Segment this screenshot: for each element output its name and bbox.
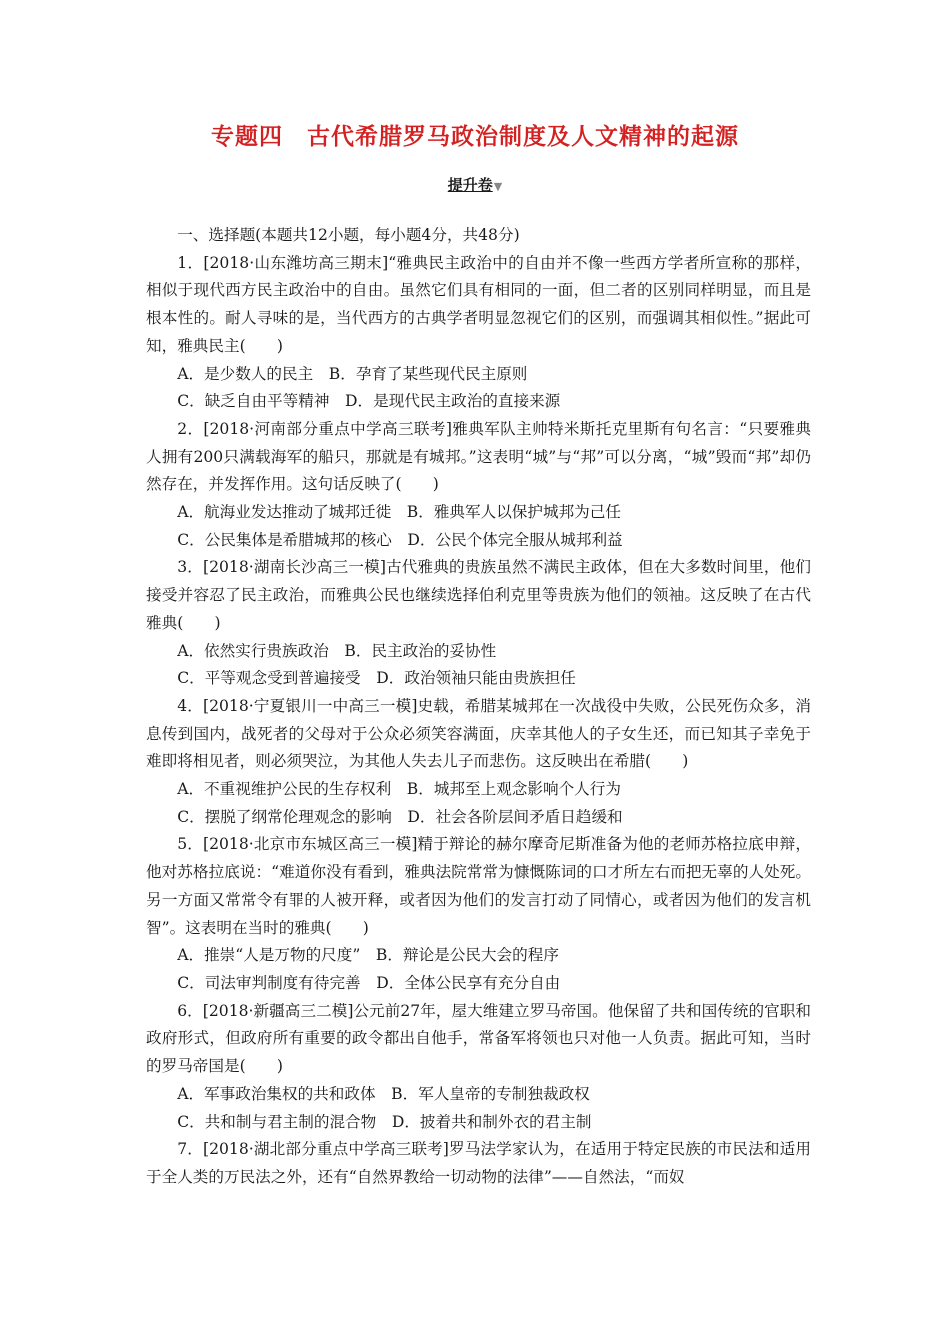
question-5-option-ab: A．推崇“人是万物的尺度” B．辩论是公民大会的程序 bbox=[177, 946, 559, 965]
question-6-option-cd: C．共和制与君主制的混合物 D．披着共和制外衣的君主制 bbox=[177, 1112, 592, 1131]
page-title: 专题四 古代希腊罗马政治制度及人文精神的起源 bbox=[211, 124, 739, 150]
question-4-stem: 4．[2018·宁夏银川一中高三一模]史载，希腊某城邦在一次战役中失败，公民死伤众多，消息传到国内，战死者的父母对于公众必须笑容满面，庆幸其他人的子女生还，而已知其子幸免于难即将相见者，则必须哭泣，为其他人失去儿子而悲伤。这反映出在希腊( ) bbox=[146, 696, 811, 771]
question-3-stem: 3．[2018·湖南长沙高三一模]古代雅典的贵族虽然不满民主政体，但在大多数时间里，他们接受并容忍了民主政治，而雅典公民也继续选择伯利克里等贵族为他们的领袖。这反映了在古代雅典( ) bbox=[146, 558, 811, 632]
question-1-option-ab: A．是少数人的民主 B．孕育了某些现代民主原则 bbox=[177, 364, 528, 383]
question-2-option-ab: A．航海业发达推动了城邦迁徙 B．雅典军人以保护城邦为己任 bbox=[177, 503, 621, 522]
question-4-option-cd: C．摆脱了纲常伦理观念的影响 D．社会各阶层间矛盾日趋缓和 bbox=[177, 807, 623, 826]
question-1-stem: 1．[2018·山东潍坊高三期末]“雅典民主政治中的自由并不像一些西方学者所宣称的那样，相似于现代西方民主政治中的自由。虽然它们具有相同的一面，但二者的区别同样明显，而且是根本性的。耐人寻味的是，当代西方的古典学者明显忽视它们的区别，而强调其相似性。”据此可知，雅典民主( ) bbox=[146, 253, 811, 355]
question-2-option-cd: C．公民集体是希腊城邦的核心 D．公民个体完全服从城邦利益 bbox=[177, 530, 623, 549]
question-list bbox=[146, 222, 811, 1192]
question-2-stem: 2．[2018·河南部分重点中学高三联考]雅典军队主帅特米斯托克里斯有句名言：“只要雅典人拥有200只满载海军的船只，那就是有城邦。”这表明“城”与“邦”可以分离，“城”毁而“邦”却仍然存在，并发挥作用。这句话反映了( ) bbox=[146, 419, 811, 494]
subtitle bbox=[0, 174, 950, 195]
question-6-stem: 6．[2018·新疆高三二模]公元前27年，屋大维建立罗马帝国。他保留了共和国传统的官职和政府形式，但政府所有重要的政令都出自他手，常备军将领也只对他一人负责。据此可知，当时的罗马帝国是( ) bbox=[146, 1001, 811, 1076]
question-3-option-cd: C．平等观念受到普遍接受 D．政治领袖只能由贵族担任 bbox=[177, 669, 576, 688]
question-4-option-ab: A．不重视维护公民的生存权利 B．城邦至上观念影响个人行为 bbox=[177, 780, 621, 799]
question-5-stem: 5．[2018·北京市东城区高三一模]精于辩论的赫尔摩奇尼斯准备为他的老师苏格拉底申辩，他对苏格拉底说：“难道你没有看到，雅典法院常常为慷慨陈词的口才所左右而把无辜的人处死。另一方面又常常令有罪的人被开释，或者因为他们的发言打动了同情心，或者因为他们的发言机智”。这表明在当时的雅典( ) bbox=[146, 835, 811, 937]
question-5-option-cd: C．司法审判制度有待完善 D．全体公民享有充分自由 bbox=[177, 973, 561, 992]
section-header: 一、选择题(本题共12小题，每小题4分，共48分) bbox=[177, 226, 520, 244]
question-6-option-ab: A．军事政治集权的共和政体 B．军人皇帝的专制独裁政权 bbox=[177, 1084, 590, 1103]
subtitle-label: 提升卷 bbox=[447, 176, 493, 194]
question-1-option-cd: C．缺乏自由平等精神 D．是现代民主政治的直接来源 bbox=[177, 392, 561, 411]
triangle-down-icon: ▼ bbox=[493, 180, 503, 193]
question-7-stem: 7．[2018·湖北部分重点中学高三联考]罗马法学家认为，在适用于特定民族的市民法和适用于全人类的万民法之外，还有“自然界教给一切动物的法律”——自然法，“而奴 bbox=[146, 1140, 811, 1186]
question-3-option-ab: A．依然实行贵族政治 B．民主政治的妥协性 bbox=[177, 641, 497, 660]
